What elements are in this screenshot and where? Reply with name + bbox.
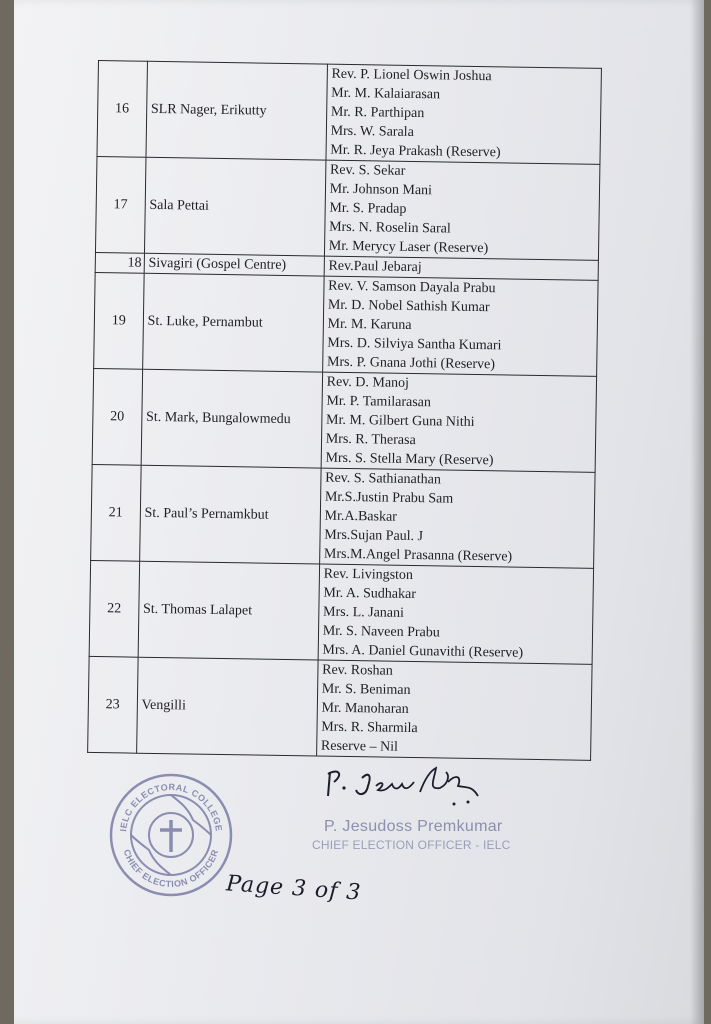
svg-text:CHIEF ELECTION OFFICER: CHIEF ELECTION OFFICER — [121, 848, 221, 890]
serial-number: 20 — [92, 368, 142, 465]
delegate-name: Mr. A. Sudhakar — [323, 585, 417, 603]
serial-number: 18 — [95, 252, 144, 273]
delegate-name: Rev. D. Manoj — [326, 374, 410, 391]
church-name: SLR Nager, Erikutty — [146, 61, 328, 160]
church-name: St. Paul’s Pernamkbut — [139, 465, 321, 564]
serial-number: 17 — [95, 156, 145, 253]
delegate-name: Rev. Livingston — [323, 566, 414, 584]
electoral-college-seal — [108, 772, 234, 898]
table-row — [88, 656, 592, 760]
delegates-table — [87, 60, 602, 761]
table-row — [91, 464, 595, 568]
church-name: St. Mark, Bungalowmedu — [141, 369, 323, 468]
page-shadow — [690, 0, 704, 1024]
delegate-name: Mrs. S. Stella Mary (Reserve) — [325, 450, 494, 469]
delegate-name: Mrs. P. Gnana Jothi (Reserve) — [326, 354, 496, 373]
delegate-name: Mrs.M.Angel Prasanna (Reserve) — [323, 546, 513, 565]
delegate-name: Mr.A.Baskar — [324, 508, 398, 525]
table-row — [89, 560, 593, 664]
svg-text:IELC ELECTORAL COLLEGE: IELC ELECTORAL COLLEGE — [118, 781, 224, 833]
delegate-name: Mrs. R. Therasa — [325, 431, 416, 449]
delegate-list — [322, 276, 598, 376]
delegate-name: Mrs. A. Daniel Gunavithi (Reserve) — [322, 642, 524, 661]
delegate-name: Mr. S. Pradap — [329, 200, 407, 217]
delegate-name: Rev.Paul Jebaraj — [328, 258, 422, 276]
church-name: Sivagiri (Gospel Centre) — [144, 253, 324, 276]
church-name: Sala Pettai — [144, 157, 326, 256]
delegate-list — [318, 564, 594, 664]
delegate-name: Mrs. W. Sarala — [330, 123, 414, 140]
serial-number: 16 — [97, 61, 147, 158]
delegate-name: Mr. M. Gilbert Guna Nithi — [325, 412, 475, 430]
delegate-name: Mr. M. Karuna — [327, 316, 412, 333]
delegate-name: Mr. R. Parthipan — [330, 104, 425, 122]
delegate-name: Mr. S. Naveen Prabu — [322, 623, 440, 641]
delegate-name: Mr. M. Kalaiarasan — [331, 85, 441, 103]
delegate-name: Rev. S. Sekar — [329, 162, 406, 179]
delegate-name: Mr. Manoharan — [321, 700, 409, 717]
officer-name: P. Jesudoss Premkumar — [324, 818, 503, 835]
delegate-name: Mr. Johnson Mani — [329, 181, 433, 199]
church-name: Vengilli — [136, 657, 318, 756]
delegate-name: Mr. S. Beniman — [321, 681, 411, 698]
delegate-name: Rev. Roshan — [322, 662, 393, 679]
delegate-name: Rev. S. Sathianathan — [325, 470, 442, 488]
delegate-list — [316, 660, 592, 760]
delegate-list — [324, 160, 600, 260]
table-row — [94, 272, 598, 376]
delegate-list — [326, 64, 602, 164]
serial-number: 23 — [88, 656, 138, 753]
delegate-list — [319, 468, 595, 568]
delegate-name: Rev. P. Lionel Oswin Joshua — [331, 66, 492, 85]
handwritten-signature — [322, 762, 492, 810]
delegate-name: Mrs. D. Silviya Santha Kumari — [327, 335, 502, 354]
delegate-list — [321, 372, 597, 472]
delegate-name: Mr. D. Nobel Sathish Kumar — [327, 297, 490, 316]
delegate-name: Reserve – Nil — [320, 738, 399, 755]
table-row — [92, 368, 596, 472]
delegate-name: Mr.S.Justin Prabu Sam — [324, 489, 454, 507]
church-name: St. Thomas Lalapet — [138, 561, 320, 660]
officer-title: CHIEF ELECTION OFFICER - IELC — [312, 838, 511, 852]
table-row — [95, 156, 599, 260]
delegate-name: Rev. V. Samson Dayala Prabu — [328, 278, 496, 297]
serial-number: 22 — [89, 560, 139, 657]
delegate-name: Mr. Merycy Laser (Reserve) — [328, 238, 489, 257]
table-row — [97, 61, 601, 165]
church-name: St. Luke, Pernambut — [142, 273, 324, 372]
delegate-name: Mrs. L. Janani — [322, 604, 405, 621]
serial-number: 19 — [94, 272, 144, 369]
delegate-name: Mrs. N. Roselin Saral — [329, 219, 451, 237]
delegate-name: Mrs.Sujan Paul. J — [324, 527, 424, 545]
delegate-name: Mr. P. Tamilarasan — [326, 393, 432, 411]
delegate-name: Mrs. R. Sharmila — [321, 719, 418, 737]
serial-number: 21 — [91, 464, 141, 561]
delegate-name: Mr. R. Jeya Prakash (Reserve) — [330, 142, 501, 161]
page-number-handwritten: Page 3 of 3 — [225, 871, 363, 906]
